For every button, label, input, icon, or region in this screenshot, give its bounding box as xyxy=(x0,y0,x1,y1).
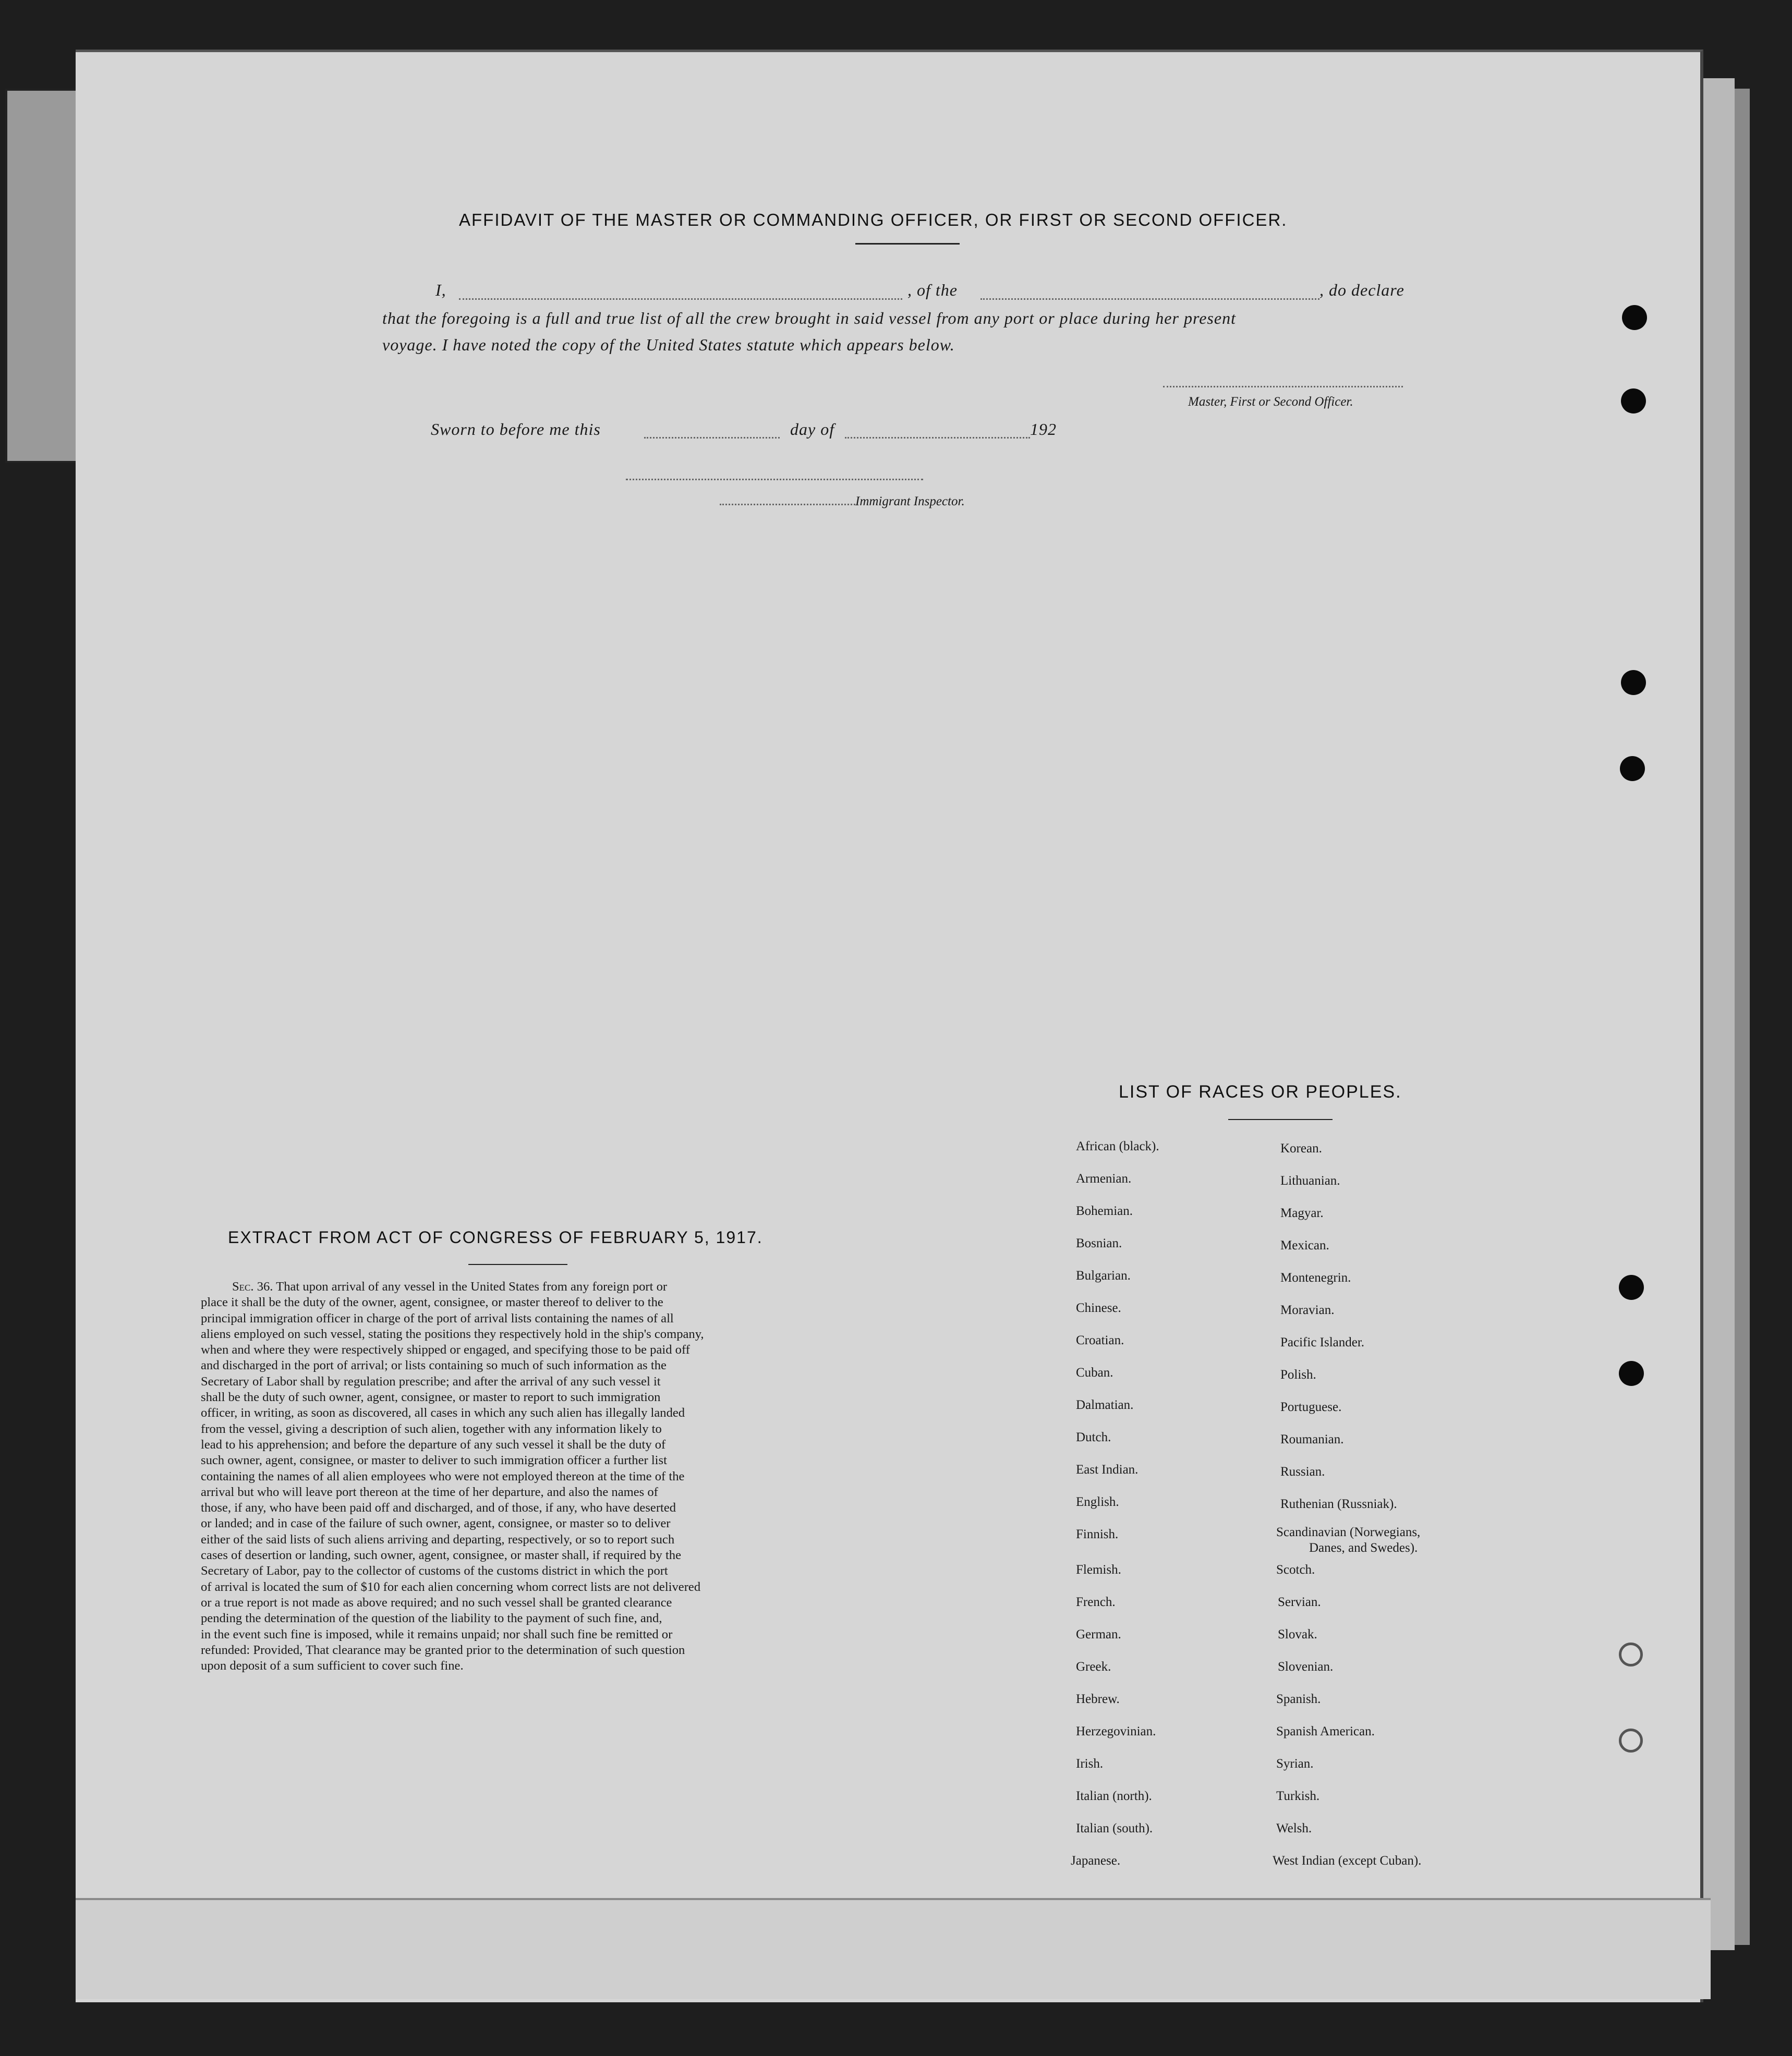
race-item: Dalmatian. xyxy=(1076,1398,1134,1412)
race-item: African (black). xyxy=(1076,1139,1159,1153)
extract-line: pending the determination of the question of the liability to the payment of such fine, and, xyxy=(201,1611,662,1626)
extract-body xyxy=(201,1279,832,1674)
affidavit-body-line-1: that the foregoing is a full and true list of all the crew brought in said vessel from any port or place during her present xyxy=(382,309,1236,327)
race-item: Turkish. xyxy=(1276,1789,1320,1803)
extract-line: in the event such fine is imposed, while it remains unpaid; nor shall such fine be remitted or xyxy=(201,1627,673,1641)
race-item: Japanese. xyxy=(1071,1854,1121,1868)
extract-line: from the vessel, giving a description of such alien, together with any information likely to xyxy=(201,1421,662,1436)
extract-line: upon deposit of a sum sufficient to cover such fine. xyxy=(201,1659,464,1673)
race-item: Hebrew. xyxy=(1076,1692,1120,1706)
race-item: Spanish American. xyxy=(1276,1724,1375,1738)
race-item-continued: Danes, and Swedes). xyxy=(1309,1541,1418,1555)
binder-hole xyxy=(1620,756,1645,781)
race-item: East Indian. xyxy=(1076,1463,1139,1477)
race-item: Italian (south). xyxy=(1076,1821,1153,1835)
race-item: Montenegrin. xyxy=(1280,1271,1351,1285)
race-item: Portuguese. xyxy=(1280,1400,1342,1414)
extract-heading: EXTRACT FROM ACT OF CONGRESS OF FEBRUARY 5, 1917. xyxy=(228,1228,763,1247)
affidavit-of-the-label: , of the xyxy=(907,281,958,299)
race-item: French. xyxy=(1076,1595,1116,1609)
race-item: Irish. xyxy=(1076,1757,1104,1771)
inspector-signature-line xyxy=(720,504,855,505)
race-item: Croatian. xyxy=(1076,1333,1124,1347)
extract-line: arrival but who will leave port thereon at the time of her departure, and also the names of xyxy=(201,1485,658,1499)
extract-line: such owner, agent, consignee, or master to deliver to such immigration officer a further list xyxy=(201,1453,667,1468)
race-item: Dutch. xyxy=(1076,1430,1111,1444)
races-heading: LIST OF RACES OR PEOPLES. xyxy=(1119,1082,1402,1102)
binder-hole xyxy=(1621,388,1646,413)
race-item: Russian. xyxy=(1280,1465,1325,1479)
binder-hole-open xyxy=(1619,1643,1643,1666)
signature-line xyxy=(1163,386,1403,387)
sworn-label: Sworn to before me this xyxy=(431,420,601,439)
extract-line: place it shall be the duty of the owner, agent, consignee, or master thereof to deliver to the xyxy=(201,1295,663,1310)
extract-line: lead to his apprehension; and before the departure of any such vessel it shall be the duty of xyxy=(201,1437,666,1452)
master-name-line xyxy=(459,298,902,300)
race-item: Pacific Islander. xyxy=(1280,1335,1365,1349)
day-of-label: day of xyxy=(790,420,835,439)
binder-hole-open xyxy=(1619,1729,1643,1753)
extract-line: when and where they were respectively shipped or engaged, and specifying those to be paid off xyxy=(201,1343,690,1357)
race-item: Magyar. xyxy=(1280,1206,1324,1220)
race-item: Slovenian. xyxy=(1278,1660,1334,1674)
races-heading-rule xyxy=(1228,1119,1333,1120)
race-item: Chinese. xyxy=(1076,1301,1121,1315)
affidavit-heading-rule xyxy=(855,243,960,245)
race-item: Servian. xyxy=(1278,1595,1321,1609)
affidavit-heading: AFFIDAVIT OF THE MASTER OR COMMANDING OFFICER, OR FIRST OR SECOND OFFICER. xyxy=(459,210,1288,229)
binder-hole xyxy=(1621,670,1646,695)
sworn-month-line xyxy=(845,437,1030,439)
affidavit-i-label: I, xyxy=(435,281,446,299)
page-bottom-edge xyxy=(76,1898,1711,1999)
race-item: Bosnian. xyxy=(1076,1236,1122,1250)
extract-line: those, if any, who have been paid off and discharged, and of those, if any, who have deserted xyxy=(201,1501,676,1515)
extract-line: Sec. 36. That upon arrival of any vessel in the United States from any foreign port or xyxy=(232,1280,668,1294)
extract-line: and discharged in the port of arrival; or lists containing so much of such information as the xyxy=(201,1358,667,1373)
extract-line: or landed; and in case of the failure of such owner, agent, consignee, or master so to deliver xyxy=(201,1516,671,1531)
extract-line: either of the said lists of such aliens arriving and departing, respectively, or so to report such xyxy=(201,1532,675,1547)
race-item: Cuban. xyxy=(1076,1366,1113,1380)
race-item: Greek. xyxy=(1076,1660,1111,1674)
race-item: English. xyxy=(1076,1495,1119,1509)
race-item: Syrian. xyxy=(1276,1757,1314,1771)
inspector-caption: Immigrant Inspector. xyxy=(855,494,965,508)
vessel-name-line xyxy=(980,298,1319,300)
adjacent-page-scrap xyxy=(5,89,82,463)
extract-line: aliens employed on such vessel, stating the positions they respectively hold in the ship's company, xyxy=(201,1327,704,1341)
race-item: Korean. xyxy=(1280,1141,1322,1155)
section-label: Sec. 36. xyxy=(232,1280,273,1294)
binder-hole xyxy=(1622,305,1647,330)
binder-hole xyxy=(1619,1275,1644,1300)
race-item: Lithuanian. xyxy=(1280,1174,1340,1188)
extract-line: containing the names of all alien employees who were not employed thereon at the time of the xyxy=(201,1469,685,1483)
race-item: Armenian. xyxy=(1076,1172,1132,1186)
inspector-signature-line-upper xyxy=(626,479,923,480)
extract-line: refunded: Provided, That clearance may be granted prior to the determination of such question xyxy=(201,1643,685,1657)
extract-line: of arrival is located the sum of $10 for each alien concerning whom correct lists are not delivered xyxy=(201,1579,701,1594)
race-item: German. xyxy=(1076,1627,1121,1641)
binder-hole xyxy=(1619,1361,1644,1386)
race-item: Scotch. xyxy=(1276,1563,1315,1577)
extract-line: Secretary of Labor shall by regulation prescribe; and after the arrival of any such vessel it xyxy=(201,1374,661,1389)
extract-line: Secretary of Labor, pay to the collector of customs of the customs district in which the port xyxy=(201,1564,668,1578)
sworn-day-line xyxy=(644,437,780,439)
race-item: Finnish. xyxy=(1076,1527,1119,1541)
extract-line: principal immigration officer in charge of the port of arrival lists containing the names of all xyxy=(201,1311,674,1325)
extract-line: shall be the duty of such owner, agent, consignee, or master to report to such immigration xyxy=(201,1390,661,1405)
race-item: Bulgarian. xyxy=(1076,1269,1131,1283)
race-item: Mexican. xyxy=(1280,1238,1329,1252)
extract-line: or a true report is not made as above required; and no such vessel shall be granted clearance xyxy=(201,1595,672,1610)
extract-heading-rule xyxy=(468,1264,567,1265)
extract-line: cases of desertion or landing, such owner, agent, consignee, or master shall, if required by the xyxy=(201,1548,681,1563)
affidavit-body-line-2: voyage. I have noted the copy of the United States statute which appears below. xyxy=(382,335,955,354)
race-item: Roumanian. xyxy=(1280,1432,1344,1446)
race-item: Polish. xyxy=(1280,1368,1316,1382)
signature-caption: Master, First or Second Officer. xyxy=(1188,395,1353,409)
year-prefix: 192 xyxy=(1030,420,1057,439)
race-item: Slovak. xyxy=(1278,1627,1317,1641)
extract-line: officer, in writing, as soon as discovered, all cases in which any such alien has illegally landed xyxy=(201,1406,685,1420)
affidavit-do-declare: , do declare xyxy=(1319,281,1404,299)
race-item: Bohemian. xyxy=(1076,1204,1133,1218)
race-item: Herzegovinian. xyxy=(1076,1724,1156,1738)
race-item: Italian (north). xyxy=(1076,1789,1152,1803)
race-item: West Indian (except Cuban). xyxy=(1273,1854,1422,1868)
race-item: Flemish. xyxy=(1076,1563,1121,1577)
race-item: Moravian. xyxy=(1280,1303,1335,1317)
race-item: Ruthenian (Russniak). xyxy=(1280,1497,1397,1511)
race-item: Welsh. xyxy=(1276,1821,1312,1835)
race-item: Spanish. xyxy=(1276,1692,1321,1706)
race-item: Scandinavian (Norwegians, xyxy=(1276,1525,1421,1539)
